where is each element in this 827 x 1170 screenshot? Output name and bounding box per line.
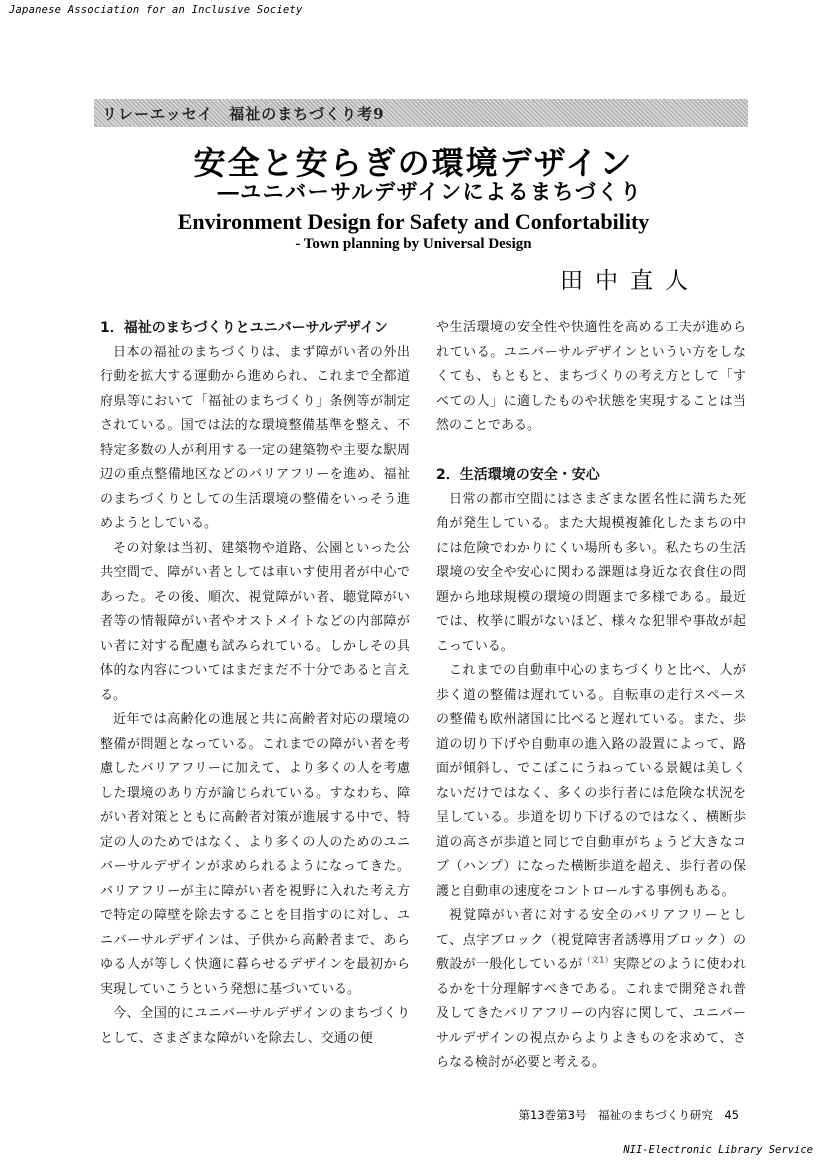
- title-japanese: 安全と安らぎの環境デザイン: [193, 144, 634, 182]
- title-english: Environment Design for Safety and Confortability: [177, 209, 650, 234]
- section-1-heading: 1．福祉のまちづくりとユニバーサルデザイン: [100, 320, 388, 336]
- paragraph-3-text-after-ref: 実際どのように使われるかを十分理解すべきである。これまで開発され普及してきたバリアフリーの内容に関して、ユニバーサルデザインの視点からよりよきものを求めて、さらなる検討が必要と考える。: [436, 957, 746, 1070]
- section-2-paragraph-3: [436, 904, 746, 1076]
- column-right: [436, 316, 746, 1076]
- subtitle-japanese: ―ユニバーサルデザインによるまちづくり: [217, 179, 643, 204]
- reference-mark: （文1）: [582, 955, 614, 965]
- column-left: [100, 316, 410, 1051]
- top-watermark: Japanese Association for an Inclusive Society: [9, 4, 303, 16]
- series-banner: [94, 99, 748, 127]
- section-1-paragraph-3: 近年では高齢化の進展と共に高齢者対応の環境の整備が問題となっている。これまでの障がい者を考慮したバリアフリーに加えて、より多くの人を考慮した環境のあり方が論じられている。すなわち、障がい者対策とともに高齢者対策が進展する中で、特定の人のためではなく、より多くの人のためのユニバーサルデザインが求められるようになってきた。バリアフリーが主に障がい者を視野に入れた考え方で特定の障壁を除去することを目指すのに対し、ユニバーサルデザインは、子供から高齢者まで、あらゆる人が等しく快適に暮らせるデザインを最初から実現していこうという発想に基づいている。: [100, 712, 410, 997]
- section-1-continuation: や生活環境の安全性や快適性を高める工夫が進められている。ユニバーサルデザインというい方をしなくても、もともと、まちづくりの考え方として「すべての人」に適したものや状態を実現することは当然のことである。: [436, 320, 746, 433]
- subtitle-english: - Town planning by Universal Design: [295, 236, 532, 252]
- bottom-watermark: NII-Electronic Library Service: [623, 1144, 813, 1156]
- section-spacer: [436, 439, 746, 464]
- series-label: リレーエッセイ 福祉のまちづくり考9: [102, 104, 385, 123]
- section-1-paragraph-4: 今、全国的にユニバーサルデザインのまちづくりとして、さまざまな障がいを除去し、交通の便: [100, 1006, 410, 1046]
- paragraph-3-text-before-ref: 視覚障がい者に対する安全のバリアフリーとして、点字ブロック（視覚障害者誘導用ブロック）の敷設が一般化しているが: [436, 908, 746, 972]
- journal-footer: 第13巻第3号 福祉のまちづくり研究 45: [518, 1108, 739, 1122]
- section-2-paragraph-1: 日常の都市空間にはさまざまな匿名性に満ちた死角が発生している。また大規模複雑化したまちの中には危険でわかりにくい場所も多い。私たちの生活環境の安全や安心に関わる課題は身近な衣食住の問題から地球規模の環境の問題まで多様である。最近では、枚挙に暇がないほど、様々な犯罪や事故が起こっている。: [436, 491, 746, 654]
- author-name: 田中直人: [560, 268, 700, 294]
- section-2-paragraph-2: これまでの自動車中心のまちづくりと比べ、人が歩く道の整備は遅れている。自転車の走行スペースの整備も欧州諸国に比べると遅れている。また、歩道の切り下げや自動車の進入路の設置によって、路面が傾斜し、でこぼこにうねっている景観は美しくないだけではなく、多くの歩行者には危険な状況を呈している。歩道を切り下げるのではなく、横断歩道の高さが歩道と同じで自動車がちょうど大きなコブ（ハンプ）になった横断歩道を超え、歩行者の保護と自動車の速度をコントロールする事例もある。: [436, 663, 746, 899]
- section-1-paragraph-1: 日本の福祉のまちづくりは、まず障がい者の外出行動を拡大する運動から進められ、これまで全都道府県等において「福祉のまちづくり」条例等が制定されている。国では法的な環境整備基準を整え、不特定多数の人が利用する一定の建築物や主要な駅周辺の重点整備地区などのバリアフリーを進め、福祉のまちづくりとしての生活環境の整備をいっそう進めようとしている。: [100, 344, 410, 531]
- section-2-heading: 2．生活環境の安全・安心: [436, 467, 600, 483]
- section-1-paragraph-2: その対象は当初、建築物や道路、公園といった公共空間で、障がい者としては車いす使用者が中心であった。その後、順次、視覚障がい者、聴覚障がい者等の情報障がい者やオストメイトなどの内部障がい者に対する配慮も試みられている。しかしその具体的な内容についてはまだまだ不十分であると言える。: [100, 540, 410, 703]
